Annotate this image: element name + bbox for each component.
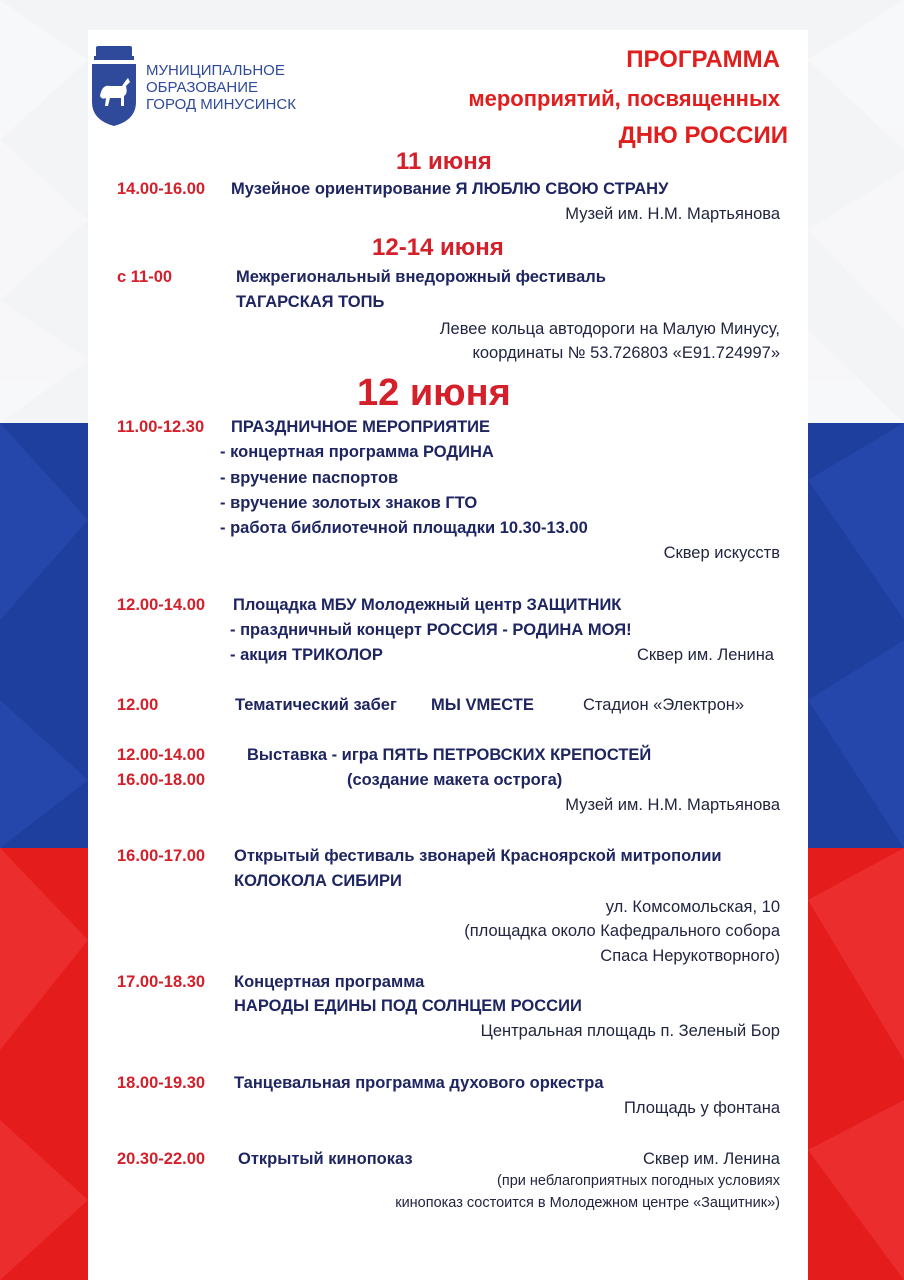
event-5-place: Стадион «Электрон» (583, 696, 745, 714)
event-7-time: 16.00-17.00 (117, 847, 206, 865)
event-2-title-line-2: ТАГАРСКАЯ ТОПЬ (236, 293, 385, 311)
event-3-item-3: - вручение золотых знаков ГТО (220, 494, 478, 512)
event-8-time: 17.00-18.30 (117, 973, 206, 991)
logo-line-1: МУНИЦИПАЛЬНОЕ (146, 62, 285, 79)
event-2-time: с 11-00 (117, 268, 173, 286)
event-4-item-1: - праздничный концерт РОССИЯ - РОДИНА МОЯ! (230, 621, 632, 639)
event-3-title: ПРАЗДНИЧНОЕ МЕРОПРИЯТИЕ (231, 418, 491, 436)
event-4-time: 12.00-14.00 (117, 596, 206, 614)
event-8-place: Центральная площадь п. Зеленый Бор (480, 1022, 780, 1040)
event-10-note-line-2: кинопоказ состоится в Молодежном центре «Защитник») (395, 1195, 780, 1211)
event-6-time-2: 16.00-18.00 (117, 771, 206, 789)
event-4-title: Площадка МБУ Молодежный центр ЗАЩИТНИК (233, 596, 622, 614)
logo-line-3: ГОРОД МИНУСИНСК (146, 96, 296, 113)
event-3-item-4: - работа библиотечной площадки 10.30-13.00 (220, 519, 588, 537)
event-7-place-line-2: (площадка около Кафедрального собора (464, 922, 780, 940)
event-2-title-line-1: Межрегиональный внедорожный фестиваль (236, 268, 606, 286)
event-6-time-1: 12.00-14.00 (117, 746, 206, 764)
event-10-title: Открытый кинопоказ (238, 1150, 413, 1168)
header-title: ПРОГРАММА (626, 46, 780, 73)
day-heading-12: 12 июня (357, 372, 511, 414)
event-5-title: Тематический забег (235, 696, 397, 714)
event-5-title-name: МЫ VМЕСТЕ (431, 696, 534, 714)
event-6-place: Музей им. Н.М. Мартьянова (565, 796, 780, 814)
event-4-place: Сквер им. Ленина (636, 646, 774, 664)
event-3-place: Сквер искусств (663, 544, 780, 562)
day-heading-12-14: 12-14 июня (372, 234, 504, 261)
event-3-item-2: - вручение паспортов (220, 469, 399, 487)
event-8-title-line-1: Концертная программа (234, 973, 425, 991)
municipality-name (146, 62, 296, 113)
event-1-title: Музейное ориентирование Я ЛЮБЛЮ СВОЮ СТРАНУ (231, 180, 669, 198)
event-7-place-line-1: ул. Комсомольская, 10 (605, 898, 780, 916)
coat-of-arms-icon (88, 44, 140, 128)
event-8-title-line-2: НАРОДЫ ЕДИНЫ ПОД СОЛНЦЕМ РОССИИ (234, 997, 582, 1015)
event-7-place-line-3: Спаса Нерукотворного) (600, 947, 780, 965)
event-5-time: 12.00 (117, 696, 159, 714)
event-1-time: 14.00-16.00 (117, 180, 206, 198)
event-7-title-line-1: Открытый фестиваль звонарей Красноярской митрополии (234, 847, 722, 865)
header-subtitle: мероприятий, посвященных (468, 86, 780, 111)
day-heading-11: 11 июня (396, 148, 492, 175)
event-9-time: 18.00-19.30 (117, 1074, 206, 1092)
event-2-place-line-2: координаты № 53.726803 «Е91.724997» (472, 344, 780, 362)
event-3-item-1: - концертная программа РОДИНА (220, 443, 494, 461)
event-2-place-line-1: Левее кольца автодороги на Малую Минусу, (439, 320, 780, 338)
event-9-place: Площадь у фонтана (624, 1099, 780, 1117)
event-3-time: 11.00-12.30 (117, 418, 205, 436)
event-9-title: Танцевальная программа духового оркестра (234, 1074, 604, 1092)
event-10-place: Сквер им. Ленина (642, 1150, 780, 1168)
event-10-time: 20.30-22.00 (117, 1150, 206, 1168)
event-7-title-line-2: КОЛОКОЛА СИБИРИ (234, 872, 402, 890)
event-1-place: Музей им. Н.М. Мартьянова (565, 205, 780, 223)
logo-line-2: ОБРАЗОВАНИЕ (146, 79, 259, 96)
event-4-item-2: - акция ТРИКОЛОР (230, 646, 383, 664)
event-10-note-line-1: (при неблагоприятных погодных условиях (497, 1173, 780, 1189)
header-holiday: ДНЮ РОССИИ (618, 122, 788, 149)
event-6-title: Выставка - игра ПЯТЬ ПЕТРОВСКИХ КРЕПОСТЕЙ (247, 746, 652, 764)
event-6-subtitle: (создание макета острога) (347, 771, 563, 789)
